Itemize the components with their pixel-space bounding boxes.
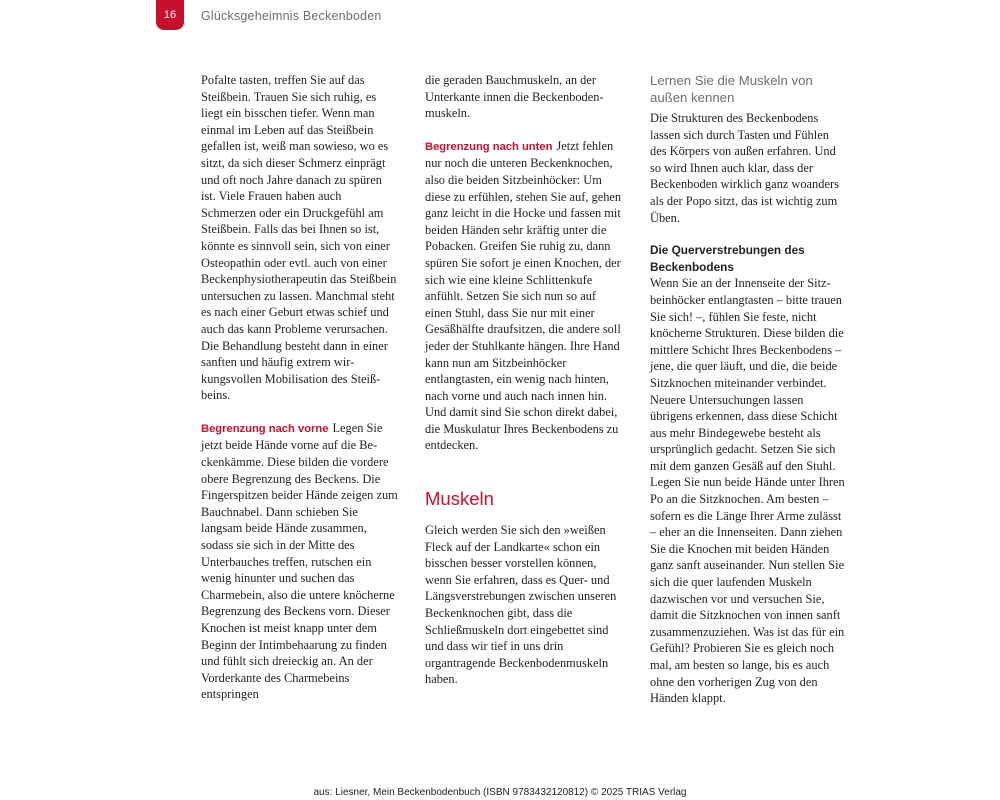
lead-in-heading: Begrenzung nach unten xyxy=(425,140,553,153)
text-column-3 xyxy=(650,72,848,707)
paragraph: Die Strukturen des Beckenbodens lassen sich durch Tasten und Fühlen des Körpers von außen erfahren. Und so wird Ihnen auch klar, dass der Beckenboden wirklich ganz woanders als der Popo sitzt, das ist wichtig zum Üben. xyxy=(650,111,839,225)
paragraph: die geraden Bauchmuskeln, an der Unterkante innen die Beckenbodenmuskeln. xyxy=(425,73,604,121)
paragraph: Pofalte tasten, treffen Sie auf das Steißbein. Trauen Sie sich ruhig, es liegt ein bisschen tiefer. Wenn man einmal im Leben auf das Steißbein gefallen ist, weiß man sowieso, wo es sitzt, da sich dieser Schmerz einprägt und oft noch Jahre danach zu spüren ist. Viele Frauen haben auch Schmerzen oder ein Druckgefühl am Steißbein. Falls das bei Ihnen so ist, könnte es sinnvoll sein, sich von einer Osteopathin oder evtl. auch von einer Beckenphysiotherapeutin das Steißbein untersuchen zu lassen. Manchmal steht es nach einer Geburt etwas schief und auch das kann Probleme verursachen. Die Behandlung besteht dann in einer sanften und häufig extrem wirkungsvollen Mobilisation des Steißbeins. xyxy=(201,73,397,403)
paragraph: Gleich werden Sie sich den »weißen Fleck auf der Landkarte« schon ein bisschen besser vorstellen können, wenn Sie erfahren, dass es Quer- und Längsverstrebungen zwischen unseren Beckenknochen gibt, dass die Schließmuskeln dort eingebettet sind und dass wir tief in uns drin organtragende Beckenbodenmuskeln haben. xyxy=(425,523,617,687)
bold-heading: Die Querverstrebungen des Beckenbodens xyxy=(650,243,805,274)
footer-credit: aus: Liesner, Mein Beckenbodenbuch (ISBN 9783432120812) © 2025 TRIAS Verlag xyxy=(313,787,687,798)
paragraph xyxy=(201,420,399,703)
text-column-1 xyxy=(201,72,399,703)
page-number: 16 xyxy=(163,9,177,21)
running-title: Glücksgeheimnis Beckenboden xyxy=(201,9,382,23)
paragraph-text: Legen Sie jetzt beide Hände vorne auf die Beckenkämme. Diese bilden die vordere obere Begrenzung des Beckens. Die Fingerspitzen beider Hände zeigen zum Bauchnabel. Dann schieben Sie langsam beide Hände zusammen, sodass sie sich in der Mitte des Unterbauches treffen, rutschen ein wenig hinunter und suchen das Charmebein, also die untere knöcherne Begrenzung des Beckens vorn. Dieser Knochen ist meist knapp unter dem Beginn der Intimbehaarung zu finden und fühlt sich dreieckig an. An der Vorderkante des Charmebeins entspringen xyxy=(201,420,398,702)
paragraph: Wenn Sie an der Innenseite der Sitzbeinhöcker entlangtasten – bitte trauen Sie sich! –, fühlen Sie feste, nicht knöcherne Strukturen. Diese bilden die mittlere Schicht Ihres Beckenbodens – jene, die quer läuft, und die, die beide Sitzknochen miteinander verbindet. Neuere Untersuchungen lassen übrigens erkennen, dass diese Schicht aus mehr Bindegewebe besteht als ursprünglich gedacht. Setzen Sie sich mit dem ganzen Gesäß auf den Stuhl. Legen Sie nun beide Hände unter Ihren Po an die Sitzknochen. Am besten – sofern es die Länge Ihrer Arme zulässt – eher an die Innenseiten. Dann ziehen Sie die Knochen mit beiden Händen ganz sanft auseinander. Nun stellen Sie sich die quer laufenden Muskeln dazwischen vor und versuchen Sie, damit die Sitzknochen von innen sanft zusammenzuziehen. Was ist das für ein Gefühl? Probieren Sie es gleich noch mal, am besten so lange, bis es auch ohne den vorherigen Zug von den Händen klappt. xyxy=(650,276,845,706)
paragraph-text: Jetzt fehlen nur noch die unteren Beckenknochen, also die beiden Sitzbeinhöcker: Um diese zu erfühlen, stehen Sie auf, gehen ganz leicht in die Hocke und fassen mit beiden Händen sehr kräftig unter die Pobacken. Greifen Sie ruhig zu, dann spüren Sie sofort je einen Knochen, der sich wie eine kleine Schlittenkufe anfühlt. Setzen Sie sich nun so auf einen Stuhl, dass Sie nur mit einer Gesäßhälfte draufsitzen, die andere soll jeder der Stuhlkante hängen. Ihre Hand kann nun am Sitzbeinhöcker entlangtasten, ein wenig nach hinten, nach vorne und auch nach innen hin. Und damit sind Sie schon direkt dabei, die Muskulatur Ihres Beckenbodens zu entdecken. xyxy=(425,138,622,453)
paragraph xyxy=(425,138,623,454)
subheading: Lernen Sie die Muskeln von außen kennen xyxy=(650,73,813,105)
section-heading: Muskeln xyxy=(425,488,494,510)
text-column-2 xyxy=(425,72,623,688)
lead-in-heading: Begrenzung nach vorne xyxy=(201,422,329,435)
page-number-tab xyxy=(156,0,184,30)
